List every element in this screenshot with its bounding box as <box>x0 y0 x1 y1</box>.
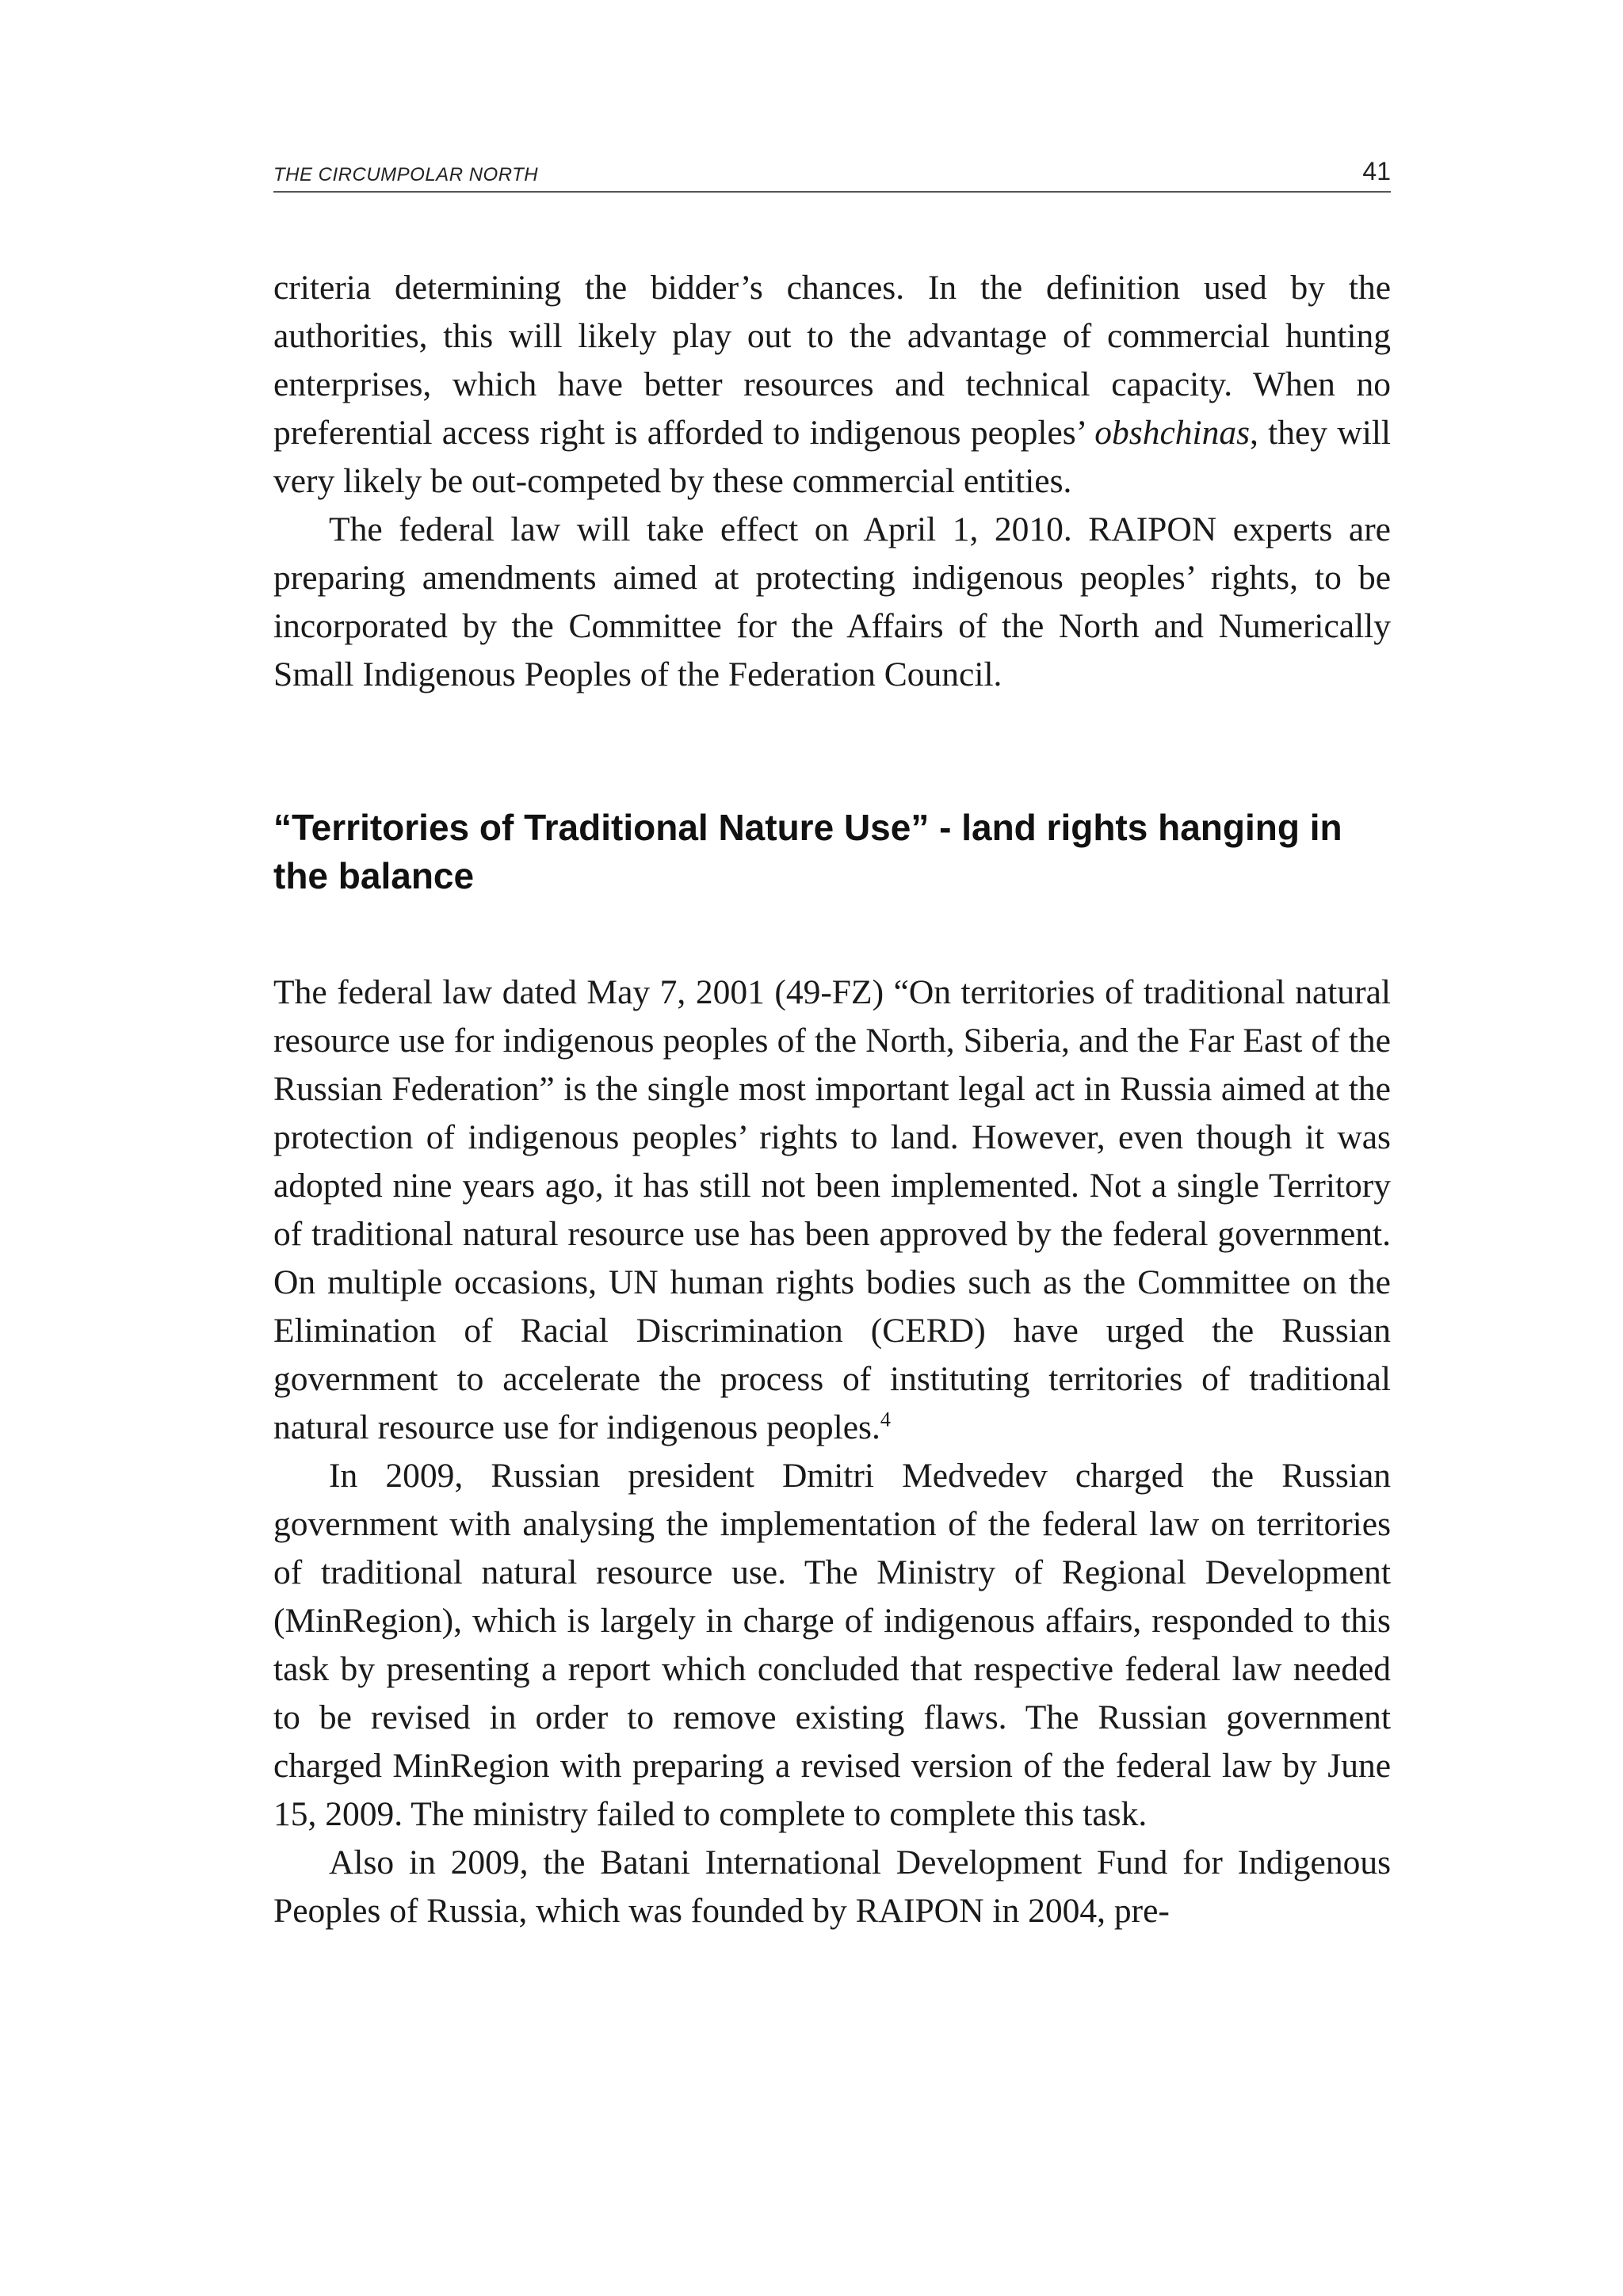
paragraph-2: The federal law will take effect on April 1, 2010. RAIPON experts are preparing amendments aimed at protecting indigenous peoples’ rights, to be incorporated by the Committee for the Affairs of the North and Numerically Small Indigenous Peoples of the Federation Council. <box>273 510 1391 693</box>
section-1 <box>273 264 1391 699</box>
page-number: 41 <box>1362 157 1391 185</box>
section-2 <box>273 968 1391 1935</box>
paragraph-3 <box>273 968 1391 1452</box>
running-header <box>273 155 1391 193</box>
page <box>273 155 1391 1935</box>
paragraph-1-text: criteria determining the bidder’s chances. In the definition used by the authorities, this will likely play out to the advantage of commercial hunting enterprises, which have better resources and technical capacity. When no preferential access right is afforded to indigenous peoples’ <box>273 269 1391 452</box>
running-title: THE CIRCUMPOLAR NORTH <box>273 164 539 185</box>
italic-term: obshchinas <box>1094 414 1251 452</box>
footnote-marker[interactable]: 4 <box>880 1408 891 1431</box>
paragraph-5: Also in 2009, the Batani International Development Fund for Indigenous Peoples of Russia, which was founded by RAIPON in 2004, pre- <box>273 1843 1391 1930</box>
section-heading: “Territories of Traditional Nature Use” - land rights hanging in the balance <box>273 807 1342 896</box>
paragraph-4: In 2009, Russian president Dmitri Medvedev charged the Russian government with analysing the implementation of the federal law on territories of traditional natural resource use. The Ministry of Regional Development (MinRegion), which is largely in charge of indigenous affairs, responded to this task by presenting a report which concluded that respective federal law needed to be revised in order to remove existing flaws. The Russian government charged MinRegion with preparing a revised version of the federal law by June 15, 2009. The ministry failed to complete to complete this task. <box>273 1457 1391 1833</box>
paragraph-3-text: The federal law dated May 7, 2001 (49-FZ) “On territories of traditional natural resource use for indigenous peoples of the North, Siberia, and the Far East of the Russian Federation” is the single most important legal act in Russia aimed at the protection of indigenous peoples’ rights to land. However, even though it was adopted nine years ago, it has still not been implemented. Not a single Territory of traditional natural resource use has been approved by the federal government. On multiple occasions, UN human rights bodies such as the Committee on the Elimination of Racial Discrimination (CERD) have urged the Russian government to accelerate the process of instituting territories of traditional natural resource use for indigenous peoples. <box>273 973 1391 1446</box>
paragraph-1 <box>273 264 1391 506</box>
paragraph-1-text-end: , they will very likely be out-competed by these commercial entities. <box>273 414 1391 500</box>
